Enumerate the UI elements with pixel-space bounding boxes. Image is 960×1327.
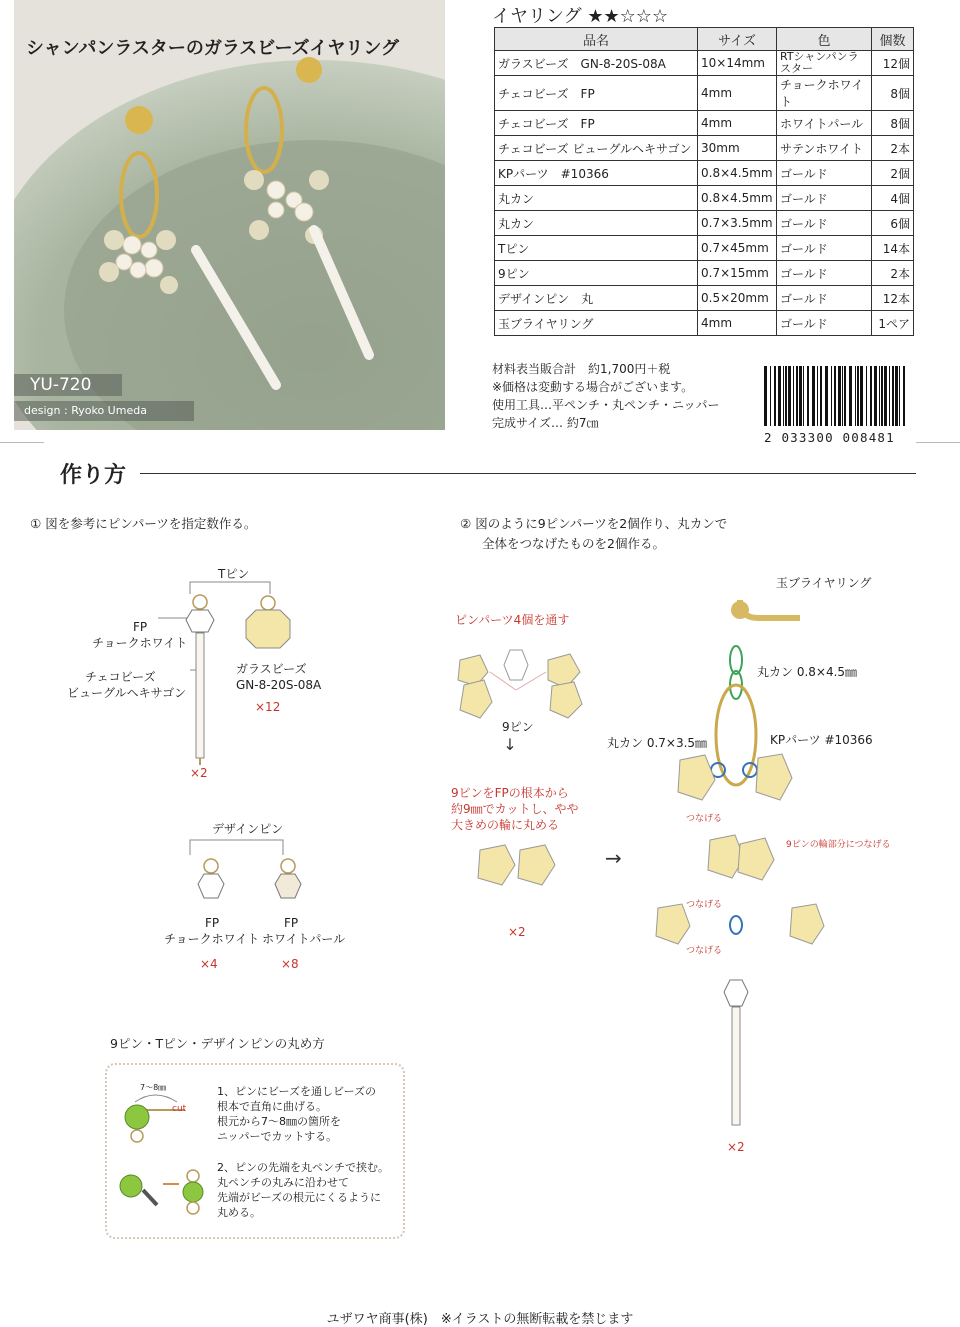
label-glass: ガラスビーズ	[236, 662, 307, 676]
earring-photo-illustration	[14, 0, 445, 430]
label-fp2: FP	[284, 916, 299, 930]
table-row	[495, 76, 914, 111]
cell-color: サテンホワイト	[777, 136, 872, 161]
barcode-bar	[788, 366, 791, 426]
cell-size: 10×14mm	[698, 51, 777, 76]
cell-qty: 12個	[872, 51, 914, 76]
barcode-bar	[770, 366, 771, 426]
label-fp1: FP	[205, 916, 220, 930]
label-fp1-color: チョークホワイト	[164, 932, 260, 946]
cell-size: 4mm	[698, 111, 777, 136]
label-connect2: つなげる	[686, 900, 723, 910]
cell-color: ゴールド	[777, 161, 872, 186]
barcode-bar	[892, 366, 894, 426]
table-header-row	[495, 28, 914, 51]
cell-name: チェコビーズ ビューグルヘキサゴン	[495, 136, 698, 161]
step-1-text: 図を参考にピンパーツを指定数作る。	[45, 516, 257, 531]
cell-size: 0.5×20mm	[698, 286, 777, 311]
label-x12: ×12	[255, 700, 281, 714]
barcode-bar	[783, 366, 784, 426]
tips-2a: 2、ピンの先端を丸ペンチで挟む。	[217, 1161, 389, 1174]
barcode-bar	[838, 366, 841, 426]
section-title: 作り方	[60, 463, 127, 488]
barcode-bar	[764, 366, 767, 426]
barcode-bar	[903, 366, 905, 426]
table-row	[495, 211, 914, 236]
cell-size: 4mm	[698, 311, 777, 336]
tips-1a: 1、ピンにビーズを通しビーズの	[217, 1085, 377, 1098]
label-ring2: 丸カン 0.7×3.5㎜	[607, 736, 708, 750]
label-fp2-color: ホワイトパール	[262, 932, 346, 946]
cell-color: RTシャンパンラスター	[777, 51, 872, 76]
barcode-number: 2 033300 008481	[764, 430, 895, 445]
label-fp: FP	[133, 620, 148, 634]
table-row	[495, 186, 914, 211]
cell-color: ゴールド	[777, 236, 872, 261]
label-connect3: つなげる	[686, 946, 723, 956]
barcode-bar	[884, 366, 887, 426]
cell-color: ゴールド	[777, 186, 872, 211]
label-9pin: 9ピン	[502, 720, 534, 734]
photo-title: シャンパンラスターのガラスビーズイヤリング	[26, 38, 399, 59]
barcode	[762, 366, 912, 426]
col-header-qty: 個数	[872, 28, 914, 51]
product-photo	[14, 0, 445, 430]
label-cut-2: 約9㎜でカットし、やや	[451, 802, 579, 816]
cell-name: チェコビーズ FP	[495, 111, 698, 136]
cell-color: ゴールド	[777, 311, 872, 336]
barcode-bar	[834, 366, 836, 426]
barcode-bar	[866, 366, 867, 426]
note-price: 材料表当販合計 約1,700円＋税	[492, 362, 671, 376]
label-x2b: ×2	[727, 1140, 745, 1154]
step-1	[30, 514, 256, 534]
cell-color: ホワイトパール	[777, 111, 872, 136]
tips-1b: 根本で直角に曲げる。	[217, 1100, 327, 1113]
barcode-bar	[796, 366, 798, 426]
designer-credit: design : Ryoko Umeda	[24, 404, 147, 417]
cell-color: チョークホワイト	[777, 76, 872, 111]
table-row	[495, 111, 914, 136]
note-tools: 使用工具…平ペンチ・丸ペンチ・ニッパー	[492, 398, 720, 412]
label-fp-color: チョークホワイト	[92, 636, 188, 650]
step-2	[460, 514, 727, 554]
note-price-change: ※価格は変動する場合がございます。	[492, 380, 694, 394]
label-glass-code: GN-8-20S-08A	[236, 678, 322, 692]
barcode-bar	[831, 366, 832, 426]
cell-qty: 4個	[872, 186, 914, 211]
label-bugle: ビューグルヘキサゴン	[67, 686, 187, 700]
cell-name: 丸カン	[495, 211, 698, 236]
barcode-bar	[807, 366, 809, 426]
label-pass4: ピンパーツ4個を通す	[455, 613, 570, 627]
cell-name: 丸カン	[495, 186, 698, 211]
barcode-bar	[889, 366, 890, 426]
label-connect9: 9ピンの輪部分につなげる	[786, 840, 891, 850]
barcode-bar	[899, 366, 900, 426]
barcode-bar	[844, 366, 846, 426]
cell-qty: 8個	[872, 76, 914, 111]
cell-qty: 2本	[872, 136, 914, 161]
barcode-bar	[879, 366, 880, 426]
table-row	[495, 236, 914, 261]
tips-2b: 丸ペンチの丸みに沿わせて	[217, 1176, 349, 1189]
cell-qty: 2個	[872, 161, 914, 186]
tips-step-2	[217, 1160, 389, 1220]
tips-2d: 丸める。	[217, 1206, 261, 1219]
label-tpin: Tピン	[218, 567, 250, 581]
barcode-bar	[895, 366, 898, 426]
cell-size: 0.8×4.5mm	[698, 161, 777, 186]
cell-name: 玉ブライヤリング	[495, 311, 698, 336]
table-row	[495, 161, 914, 186]
cell-qty: 12本	[872, 286, 914, 311]
cell-name: KPパーツ #10366	[495, 161, 698, 186]
tips-1d: ニッパーでカットする。	[217, 1130, 338, 1143]
table-row	[495, 311, 914, 336]
cell-color: ゴールド	[777, 211, 872, 236]
cell-name: Tピン	[495, 236, 698, 261]
label-ring1: 丸カン 0.8×4.5㎜	[757, 665, 858, 679]
notes	[492, 360, 720, 432]
cell-size: 0.7×15mm	[698, 261, 777, 286]
step-2-line2: 全体をつなげたものを2個作る。	[482, 536, 665, 551]
svg-text:↓: ↓	[503, 735, 517, 754]
table-row	[495, 261, 914, 286]
label-x8: ×8	[281, 957, 299, 971]
table-row	[495, 136, 914, 161]
cell-qty: 1ペア	[872, 311, 914, 336]
barcode-bar	[778, 366, 781, 426]
difficulty-level: イヤリング ★★☆☆☆	[492, 6, 669, 27]
barcode-bar	[799, 366, 802, 426]
table-row	[495, 286, 914, 311]
cell-size: 4mm	[698, 76, 777, 111]
divider	[916, 442, 960, 443]
label-cut-1: 9ピンをFPの根本から	[451, 786, 569, 800]
label-kp: KPパーツ #10366	[770, 733, 873, 747]
step-1-number: ①	[30, 516, 42, 531]
barcode-bar	[812, 366, 815, 426]
label-czech: チェコビーズ	[85, 670, 156, 684]
cell-size: 0.7×45mm	[698, 236, 777, 261]
col-header-color: 色	[777, 28, 872, 51]
barcode-bar	[774, 366, 776, 426]
cell-color: ゴールド	[777, 261, 872, 286]
divider	[0, 442, 44, 443]
barcode-bar	[874, 366, 877, 426]
barcode-bar	[855, 366, 856, 426]
cell-size: 0.8×4.5mm	[698, 186, 777, 211]
tips-title: 9ピン・Tピン・デザインピンの丸め方	[110, 1036, 325, 1051]
cell-qty: 14本	[872, 236, 914, 261]
svg-text:→: →	[605, 846, 622, 870]
cell-name: デザインピン 丸	[495, 286, 698, 311]
barcode-bar	[842, 366, 843, 426]
cell-size: 30mm	[698, 136, 777, 161]
section-underline	[140, 473, 916, 474]
barcode-bar	[881, 366, 883, 426]
cell-name: 9ピン	[495, 261, 698, 286]
barcode-bar	[785, 366, 787, 426]
label-x2: ×2	[190, 766, 208, 780]
step-2-line1: 図のように9ピンパーツを2個作り、丸カンで	[475, 516, 728, 531]
col-header-size: サイズ	[698, 28, 777, 51]
cell-color: ゴールド	[777, 286, 872, 311]
barcode-bar	[825, 366, 828, 426]
tips-1c: 根元から7～8㎜の箇所を	[217, 1115, 341, 1128]
barcode-bar	[857, 366, 859, 426]
cell-qty: 6個	[872, 211, 914, 236]
cell-size: 0.7×3.5mm	[698, 211, 777, 236]
materials-table	[494, 27, 914, 336]
tips-cut: cut	[172, 1104, 187, 1114]
tips-illustration	[115, 1080, 205, 1220]
label-x4: ×4	[200, 957, 218, 971]
barcode-bar	[870, 366, 872, 426]
product-code: YU-720	[30, 375, 92, 395]
cell-name: チェコビーズ FP	[495, 76, 698, 111]
barcode-bar	[793, 366, 794, 426]
label-x2a: ×2	[508, 925, 526, 939]
cell-qty: 2本	[872, 261, 914, 286]
label-design-pin: デザインピン	[212, 822, 284, 836]
cell-name: ガラスビーズ GN-8-20S-08A	[495, 51, 698, 76]
label-earring: 玉ブライヤリング	[776, 576, 872, 590]
step-2-number: ②	[460, 516, 472, 531]
col-header-name: 品名	[495, 28, 698, 51]
barcode-bar	[820, 366, 822, 426]
barcode-bar	[860, 366, 863, 426]
barcode-bar	[803, 366, 804, 426]
label-connect1: つなげる	[686, 814, 723, 824]
footer: ユザワヤ商事(株) ※イラストの無断転載を禁じます	[326, 1312, 634, 1327]
barcode-bar	[849, 366, 852, 426]
table-row	[495, 51, 914, 76]
label-cut-3: 大きめの輪に丸める	[451, 818, 560, 832]
tips-step-1	[217, 1084, 376, 1144]
tips-size: 7～8㎜	[140, 1083, 167, 1092]
barcode-bar	[817, 366, 818, 426]
cell-qty: 8個	[872, 111, 914, 136]
tips-2c: 先端がビーズの根元にくるように	[217, 1191, 382, 1204]
note-size: 完成サイズ… 約7㎝	[492, 416, 599, 430]
